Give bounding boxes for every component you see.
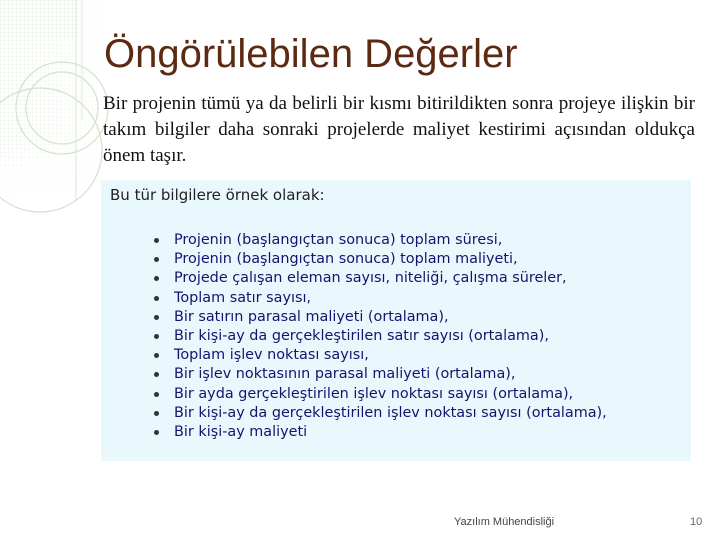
- intro-paragraph: Bir projenin tümü ya da belirli bir kısmı bitirildikten sonra projeye ilişkin bir takım bilgiler daha sonraki projelerde maliyet kestirimi açısından oldukça önem taşır.: [103, 93, 695, 166]
- list-item-text: Toplam işlev noktası sayısı,: [174, 347, 369, 364]
- list-item-text: Bir kişi-ay maliyeti: [174, 423, 308, 440]
- footer-text: Yazılım Mühendisliği: [454, 516, 555, 528]
- bullet-icon: [154, 392, 159, 397]
- examples-panel: [101, 180, 691, 461]
- page-number: 10: [690, 516, 703, 528]
- list-item: [101, 404, 607, 423]
- list-item-text: Bir ayda gerçekleştirilen işlev noktası sayısı (ortalama),: [174, 385, 574, 402]
- list-item-text: Projede çalışan eleman sayısı, niteliği, çalışma süreler,: [174, 270, 567, 287]
- bullet-icon: [154, 238, 159, 243]
- list-item: [101, 346, 607, 365]
- list-item: [101, 231, 607, 250]
- list-item: [101, 289, 607, 308]
- list-item-text: Bir kişi-ay da gerçekleştirilen satır sayısı (ortalama),: [174, 327, 549, 344]
- list-item: [101, 250, 607, 269]
- list-item: [101, 423, 607, 442]
- bullet-icon: [154, 276, 159, 281]
- panel-heading: Bu tür bilgilere örnek olarak:: [110, 186, 325, 204]
- list-item-text: Bir kişi-ay da gerçekleştirilen işlev noktası sayısı (ortalama),: [174, 404, 607, 421]
- bullet-icon: [154, 315, 159, 320]
- bullet-icon: [154, 334, 159, 339]
- list-item: [101, 365, 607, 384]
- examples-list: [101, 231, 607, 442]
- bullet-icon: [154, 296, 159, 301]
- list-item: [101, 385, 607, 404]
- bullet-icon: [154, 372, 159, 377]
- list-item-text: Bir işlev noktasının parasal maliyeti (ortalama),: [174, 366, 516, 383]
- list-item-text: Projenin (başlangıçtan sonuca) toplam maliyeti,: [174, 251, 518, 268]
- slide-title: Öngörülebilen Değerler: [104, 32, 518, 76]
- list-item-text: Bir satırın parasal maliyeti (ortalama),: [174, 308, 449, 325]
- list-item-text: Projenin (başlangıçtan sonuca) toplam süresi,: [174, 232, 503, 248]
- list-item: [101, 327, 607, 346]
- bullet-icon: [154, 353, 159, 358]
- bullet-icon: [154, 430, 159, 435]
- bullet-icon: [154, 411, 159, 416]
- list-item: [101, 308, 607, 327]
- list-item: [101, 269, 607, 288]
- bullet-icon: [154, 257, 159, 262]
- list-item-text: Toplam satır sayısı,: [174, 289, 312, 306]
